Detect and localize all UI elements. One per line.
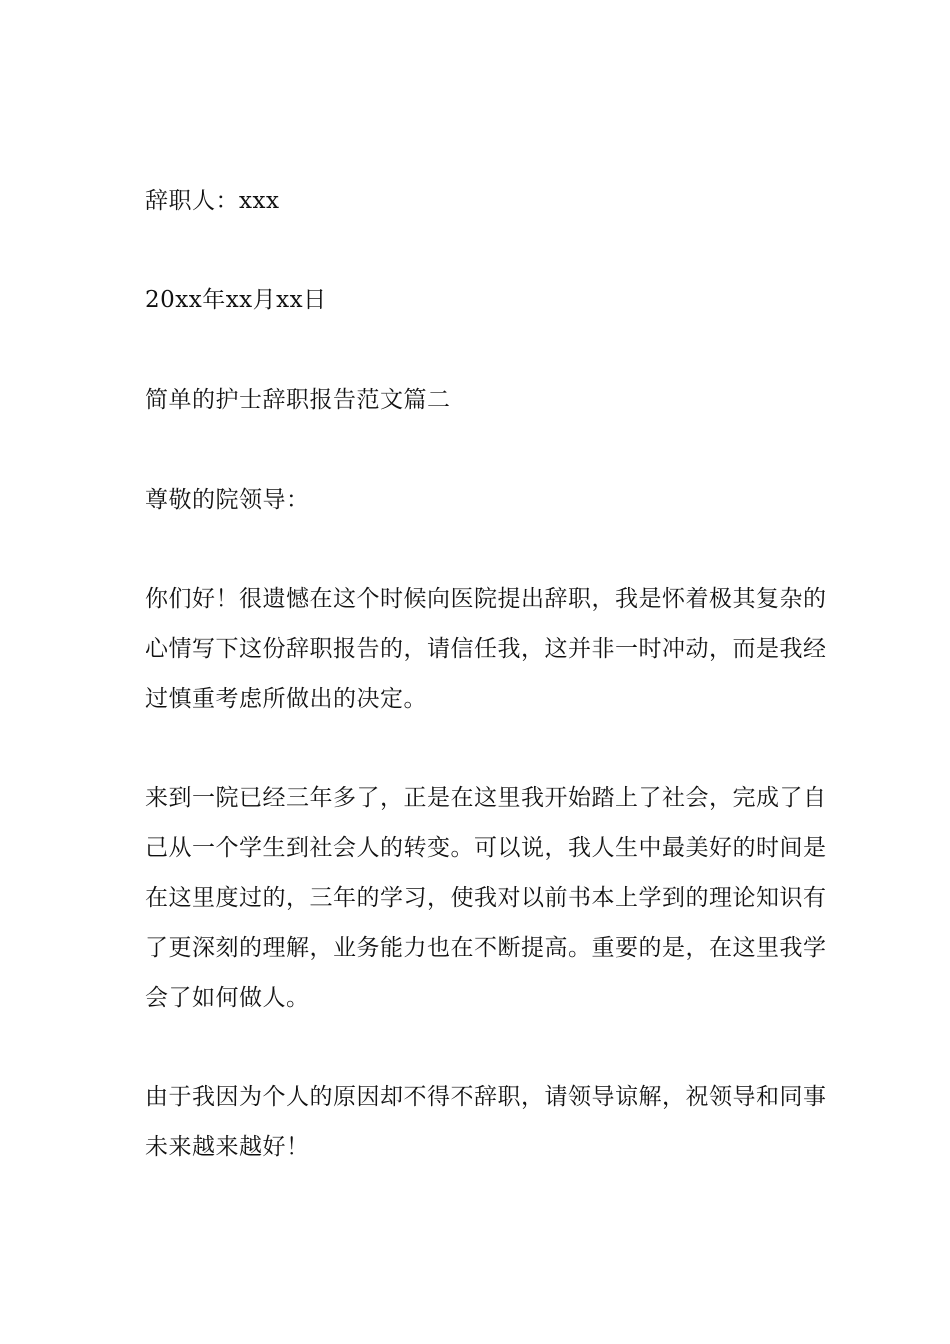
paragraph2-line2: 己从一个学生到社会人的转变。可以说，我人生中最美好的时间是 xyxy=(145,835,827,861)
paragraph2-line5: 会了如何做人。 xyxy=(145,985,310,1011)
paragraph1-line3: 过慎重考虑所做出的决定。 xyxy=(145,686,427,712)
paragraph2-line4: 了更深刻的理解，业务能力也在不断提高。重要的是，在这里我学 xyxy=(145,935,827,961)
salutation-line: 尊敬的院领导： xyxy=(145,487,310,513)
signer-line: 辞职人：xxx xyxy=(145,188,280,214)
paragraph3-line2: 未来越来越好！ xyxy=(145,1134,310,1160)
section-title: 简单的护士辞职报告范文篇二 xyxy=(145,387,451,413)
paragraph1-line1: 你们好！很遗憾在这个时候向医院提出辞职，我是怀着极其复杂的 xyxy=(145,586,827,612)
paragraph3-line1: 由于我因为个人的原因却不得不辞职，请领导谅解，祝领导和同事 xyxy=(145,1084,827,1110)
paragraph2-line1: 来到一院已经三年多了，正是在这里我开始踏上了社会，完成了自 xyxy=(145,785,827,811)
paragraph2-line3: 在这里度过的，三年的学习，使我对以前书本上学到的理论知识有 xyxy=(145,885,827,911)
paragraph1-line2: 心情写下这份辞职报告的，请信任我，这并非一时冲动，而是我经 xyxy=(145,636,827,662)
date-line: 20xx年xx月xx日 xyxy=(145,287,327,313)
